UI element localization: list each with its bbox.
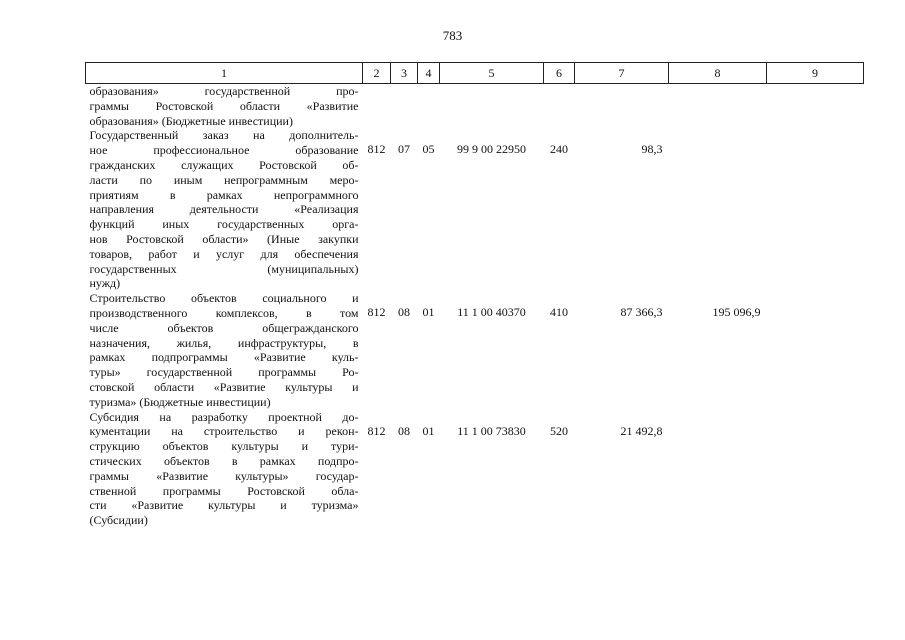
column-header-8: 8	[669, 63, 767, 84]
description-line: Субсидия на разработку проектной до-	[89, 409, 359, 424]
table-row	[86, 291, 864, 409]
column-header-3: 3	[391, 63, 418, 84]
cell-section: 07	[398, 142, 410, 157]
description-line: числе объектов общегражданского	[89, 320, 359, 335]
description-line: товаров, работ и услуг для обеспечения	[89, 246, 359, 261]
column-header-2: 2	[363, 63, 391, 84]
description-line: ственной программы Ростовской обла-	[89, 483, 359, 498]
cell-expense-type: 520	[550, 423, 568, 438]
description-line: назначения, жилья, инфраструктуры, в	[89, 335, 359, 350]
description-line: производственного комплексов, в том	[89, 305, 359, 320]
description-line: Государственный заказ на дополнитель-	[89, 128, 359, 143]
cell-amount-8	[669, 410, 767, 528]
cell-target-article	[440, 84, 544, 129]
cell-ministry: 812	[367, 423, 386, 438]
description-line: кументации на строительство и рекон-	[89, 424, 359, 439]
cell-target-article: 11 1 00 73830	[457, 423, 526, 438]
table-header-row	[86, 63, 864, 84]
description-line: туризма» (Бюджетные инвестиции)	[89, 394, 271, 409]
cell-expense-type: 410	[550, 305, 568, 320]
cell-target-article: 11 1 00 40370	[457, 305, 526, 320]
description-line: струкцию объектов культуры и тури-	[89, 439, 359, 454]
description-line: граммы Ростовской области «Развитие	[89, 98, 359, 113]
column-header-5: 5	[440, 63, 544, 84]
cell-section: 08	[398, 423, 410, 438]
table-row	[86, 128, 864, 291]
column-header-1: 1	[86, 63, 363, 84]
cell-amount-7: 21 492,8	[620, 423, 663, 438]
cell-amount-7: 98,3	[641, 142, 663, 157]
description-line: приятиям в рамках непрограммного	[89, 187, 359, 202]
description-line: нов Ростовской области» (Иные закупки	[89, 231, 359, 246]
description-line: граммы «Развитие культуры» государ-	[89, 468, 359, 483]
description-line: ное профессиональное образование	[89, 143, 359, 158]
description-line: ласти по иным непрограммным меро-	[89, 172, 359, 187]
cell-ministry	[363, 84, 391, 129]
cell-subsection: 05	[422, 142, 435, 157]
description-line: образования» государственной про-	[89, 84, 359, 98]
description-line: сти «Развитие культуры и туризма»	[89, 498, 359, 513]
column-header-9: 9	[767, 63, 864, 84]
row-description	[86, 410, 363, 528]
description-line: образования» (Бюджетные инвестиции)	[89, 113, 293, 128]
description-line: стовской области «Развитие культуры и	[89, 379, 359, 394]
description-line: рамках подпрограммы «Развитие куль-	[89, 350, 359, 365]
cell-subsection: 01	[422, 305, 435, 320]
cell-amount-7	[575, 84, 669, 129]
row-description	[86, 291, 363, 409]
cell-subsection: 01	[422, 423, 435, 438]
description-line: туры» государственной программы Ро-	[89, 365, 359, 380]
cell-amount-9	[767, 84, 864, 129]
cell-amount-9	[767, 291, 864, 409]
column-header-7: 7	[575, 63, 669, 84]
budget-table	[85, 62, 864, 528]
description-line: функций иных государственных орга-	[89, 217, 359, 232]
cell-section	[391, 84, 418, 129]
cell-amount-8	[669, 84, 767, 129]
cell-amount-8: 195 096,9	[712, 305, 761, 320]
cell-section: 08	[398, 305, 410, 320]
page-number: 783	[442, 28, 463, 43]
cell-target-article: 99 9 00 22950	[457, 142, 526, 157]
description-line: (Субсидии)	[89, 513, 148, 528]
table-row	[86, 84, 864, 129]
cell-amount-8	[669, 128, 767, 291]
description-line: стических объектов в рамках подпро-	[89, 453, 359, 468]
cell-ministry: 812	[367, 305, 386, 320]
row-description	[86, 84, 363, 129]
description-line: направления деятельности «Реализация	[89, 202, 359, 217]
cell-amount-7: 87 366,3	[620, 305, 663, 320]
table-row	[86, 410, 864, 528]
column-header-4: 4	[418, 63, 440, 84]
cell-expense-type	[544, 84, 575, 129]
description-line: гражданских служащих Ростовской об-	[89, 157, 359, 172]
cell-amount-9	[767, 410, 864, 528]
cell-subsection	[418, 84, 440, 129]
description-line: Строительство объектов социального и	[89, 291, 359, 306]
description-line: нужд)	[89, 276, 121, 291]
column-header-6: 6	[544, 63, 575, 84]
cell-ministry: 812	[367, 142, 386, 157]
row-description	[86, 128, 363, 291]
cell-expense-type: 240	[550, 142, 568, 157]
description-line: государственных (муниципальных)	[89, 261, 359, 276]
cell-amount-9	[767, 128, 864, 291]
